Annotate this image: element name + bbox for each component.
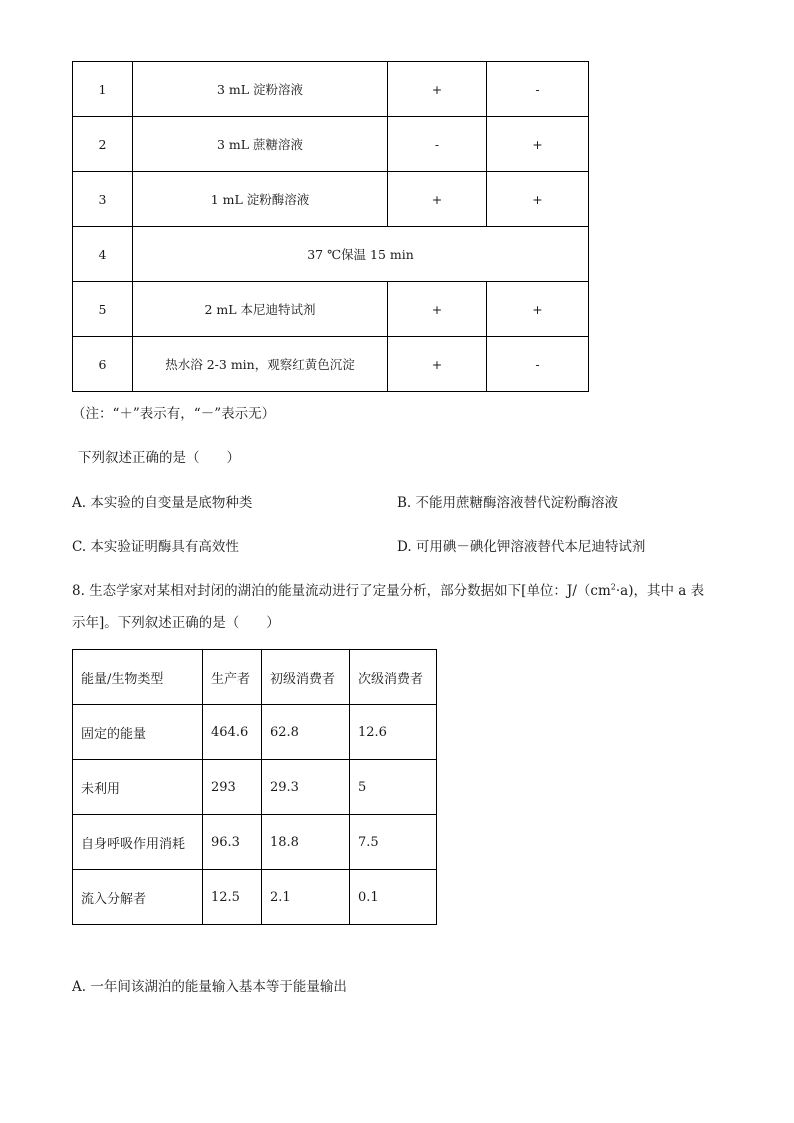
table-row xyxy=(73,172,589,227)
table-cell: 5 xyxy=(73,282,133,337)
table-cell: 12.5 xyxy=(203,870,262,925)
table-cell: - xyxy=(487,337,589,392)
table-cell: + xyxy=(388,337,487,392)
question-stem: 下列叙述正确的是（ ） xyxy=(78,450,240,466)
table-cell: 464.6 xyxy=(203,705,262,760)
option-c: C. 本实验证明酶具有高效性 xyxy=(72,539,239,555)
table-cell-merged: 37 ℃保温 15 min xyxy=(133,227,589,282)
question-8-stem-text-end: ·a)，其中 a 表 xyxy=(615,583,705,599)
table-cell: + xyxy=(487,172,589,227)
option-d: D. 可用碘－碘化钾溶液替代本尼迪特试剂 xyxy=(397,539,646,555)
table-row xyxy=(73,117,589,172)
table-cell: 流入分解者 xyxy=(73,870,203,925)
table-row xyxy=(73,705,437,760)
table-cell: 293 xyxy=(203,760,262,815)
energy-table xyxy=(72,649,437,925)
table-row xyxy=(73,815,437,870)
table-cell: 3 mL 淀粉溶液 xyxy=(133,62,388,117)
column-header: 能量/生物类型 xyxy=(73,650,203,705)
column-header: 生产者 xyxy=(203,650,262,705)
experiment-table xyxy=(72,61,589,392)
table-note: （注：“＋”表示有，“－”表示无） xyxy=(72,406,276,422)
table-cell: + xyxy=(487,117,589,172)
table-cell: 3 mL 蔗糖溶液 xyxy=(133,117,388,172)
table-header-row xyxy=(73,650,437,705)
table-cell: 1 mL 淀粉酶溶液 xyxy=(133,172,388,227)
question-8-stem xyxy=(72,579,704,599)
table-cell: 2 xyxy=(73,117,133,172)
table-cell: 1 xyxy=(73,62,133,117)
column-header: 初级消费者 xyxy=(262,650,350,705)
table-cell: 7.5 xyxy=(350,815,437,870)
table-cell: 29.3 xyxy=(262,760,350,815)
table-cell: + xyxy=(388,62,487,117)
table-cell: 2.1 xyxy=(262,870,350,925)
table-cell: 4 xyxy=(73,227,133,282)
table-cell: 未利用 xyxy=(73,760,203,815)
question-8-stem-text: 8. 生态学家对某相对封闭的湖泊的能量流动进行了定量分析，部分数据如下[单位：J/（cm xyxy=(72,583,611,599)
table-cell: 6 xyxy=(73,337,133,392)
question-8-option-a: A. 一年间该湖泊的能量输入基本等于能量输出 xyxy=(72,979,347,995)
table-cell: - xyxy=(487,62,589,117)
table-cell: + xyxy=(487,282,589,337)
question-8-stem-line2: 示年]。下列叙述正确的是（ ） xyxy=(72,615,280,631)
table-row xyxy=(73,227,589,282)
table-row xyxy=(73,282,589,337)
option-b: B. 不能用蔗糖酶溶液替代淀粉酶溶液 xyxy=(397,495,619,511)
table-row xyxy=(73,62,589,117)
table-cell: 5 xyxy=(350,760,437,815)
table-cell: 2 mL 本尼迪特试剂 xyxy=(133,282,388,337)
column-header: 次级消费者 xyxy=(350,650,437,705)
table-cell: 62.8 xyxy=(262,705,350,760)
table-cell: 96.3 xyxy=(203,815,262,870)
table-cell: + xyxy=(388,282,487,337)
table-cell: 自身呼吸作用消耗 xyxy=(73,815,203,870)
table-cell: 12.6 xyxy=(350,705,437,760)
table-row xyxy=(73,337,589,392)
table-cell: 热水浴 2-3 min，观察红黄色沉淀 xyxy=(133,337,388,392)
table-row xyxy=(73,870,437,925)
table-row xyxy=(73,760,437,815)
table-cell: 0.1 xyxy=(350,870,437,925)
table-cell: 18.8 xyxy=(262,815,350,870)
superscript: 2 xyxy=(610,582,616,592)
table-cell: 3 xyxy=(73,172,133,227)
table-cell: + xyxy=(388,172,487,227)
table-cell: - xyxy=(388,117,487,172)
table-cell: 固定的能量 xyxy=(73,705,203,760)
option-a: A. 本实验的自变量是底物种类 xyxy=(72,495,253,511)
